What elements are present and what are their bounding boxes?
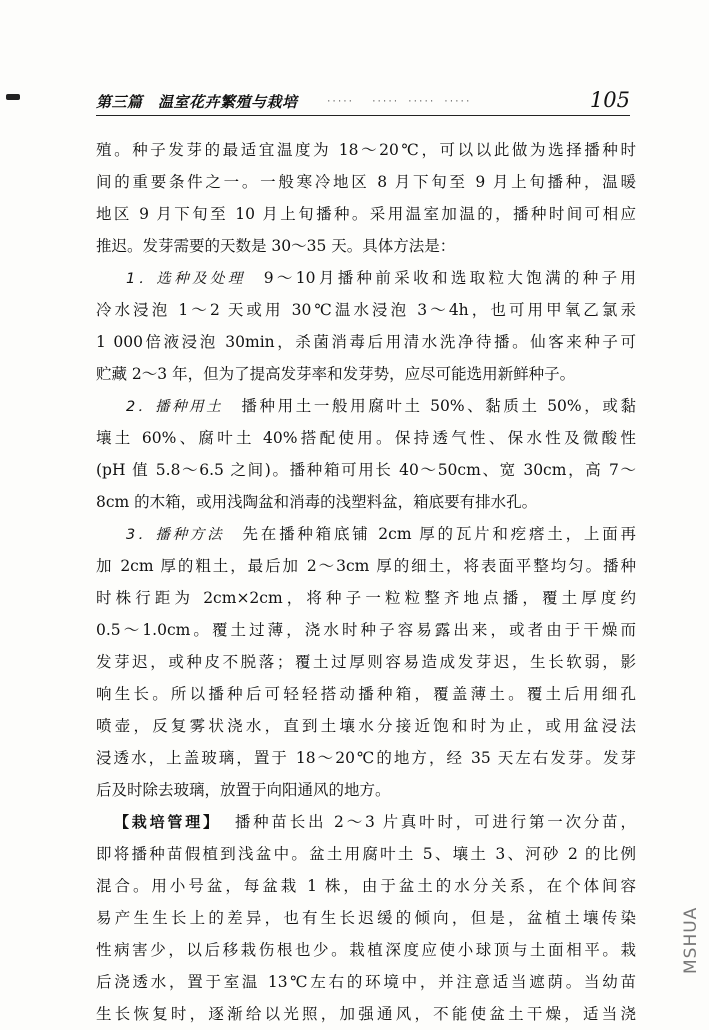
margin-mark — [6, 94, 20, 100]
chapter-title: 第三篇 温室花卉繁殖与栽培 — [96, 93, 298, 111]
header-dots: ····· ····· ····· ····· — [326, 97, 471, 107]
text-line: 喷壶，反复雾状浇水，直到土壤水分接近饱和时为止，或用盆浸法 — [96, 717, 636, 735]
text-line: (pH 值 5.8～6.5 之间)。播种箱可用长 40～50cm、宽 30cm，高 7～ — [96, 461, 636, 479]
text-line: 即将播种苗假植到浅盆中。盆土用腐叶土 5、壤土 3、河砂 2 的比例 — [96, 845, 636, 863]
text-line: 响生长。所以播种后可轻轻搭动播种箱，覆盖薄土。覆土后用细孔 — [96, 685, 636, 703]
text-run: 播种用土一般用腐叶土 50%、黏质土 50%，或黏 — [241, 397, 636, 415]
text-line: 生长恢复时，逐渐给以光照，加强通风，不能使盆土干燥，适当浇 — [96, 1005, 636, 1023]
text-line: 贮藏 2～3 年，但为了提高发芽率和发芽势，应尽可能选用新鲜种子。 — [96, 365, 576, 383]
text-line: 发芽迟，或种皮不脱落；覆土过厚则容易造成发芽迟，生长软弱，影 — [96, 653, 636, 671]
text-line: 8cm 的木箱，或用浅陶盆和消毒的浅塑料盆，箱底要有排水孔。 — [96, 493, 538, 511]
text-line: 1 000倍液浸泡 30min，杀菌消毒后用清水洗净待播。仙客来种子可 — [96, 333, 636, 351]
page-number: 105 — [589, 88, 630, 112]
subheading-sowing-method: 3．播种方法 — [126, 527, 225, 543]
text-run: 先在播种箱底铺 2cm 厚的瓦片和疙瘩土，上面再 — [242, 525, 636, 543]
text-line: 加 2cm 厚的粗土，最后加 2～3cm 厚的细土，将表面平整均匀。播种 — [96, 557, 636, 575]
text-line: 时株行距为 2cm×2cm，将种子一粒粒整齐地点播，覆土厚度约 — [96, 589, 636, 607]
subheading-soil: 2．播种用土 — [126, 399, 224, 415]
subheading-cultivation: 【栽培管理】 — [114, 813, 221, 831]
text-line: 壤土 60%、腐叶土 40%搭配使用。保持透气性、保水性及微酸性 — [96, 429, 636, 447]
text-line: 冷水浸泡 1～2 天或用 30℃温水浸泡 3～4h，也可用甲氧乙氯汞 — [96, 301, 636, 319]
running-header — [96, 88, 630, 118]
body-text — [96, 134, 636, 1030]
text-line: 间的重要条件之一。一般寒冷地区 8 月下旬至 9 月上旬播种，温暖 — [96, 173, 636, 191]
watermark: MSHUA — [681, 906, 701, 974]
text-line: 性病害少，以后移栽伤根也少。栽植深度应使小球顶与土面相平。栽 — [96, 941, 636, 959]
text-line: 0.5～1.0cm。覆土过薄，浇水时种子容易露出来，或者由于干燥而 — [96, 621, 636, 639]
text-line: 易产生生长上的差异，也有生长迟缓的倾向，但是，盆植土壤传染 — [96, 909, 636, 927]
text-line: 殖。种子发芽的最适宜温度为 18～20℃，可以以此做为选择播种时 — [96, 141, 636, 159]
text-line: 浸透水，上盖玻璃，置于 18～20℃的地方，经 35 天左右发芽。发芽 — [96, 749, 636, 767]
text-line: 推迟。发芽需要的天数是 30～35 天。具体方法是： — [96, 237, 456, 255]
header-rule — [96, 115, 630, 116]
text-line: 后及时除去玻璃，放置于向阳通风的地方。 — [96, 781, 391, 799]
paragraph-first-line — [96, 518, 636, 550]
text-run: 播种苗长出 2～3 片真叶时，可进行第一次分苗， — [234, 813, 636, 831]
subheading-seed-selection: 1．选种及处理 — [126, 271, 246, 287]
text-run: 9～10月播种前采收和选取粒大饱满的种子用 — [263, 269, 636, 287]
paragraph-first-line — [96, 806, 636, 838]
paragraph-first-line — [96, 262, 636, 294]
text-line: 地区 9 月下旬至 10 月上旬播种。采用温室加温的，播种时间可相应 — [96, 205, 636, 223]
paragraph-first-line — [96, 390, 636, 422]
text-line: 后浇透水，置于室温 13℃左右的环境中，并注意适当遮荫。当幼苗 — [96, 973, 636, 991]
text-line: 混合。用小号盆，每盆栽 1 株，由于盆土的水分关系，在个体间容 — [96, 877, 636, 895]
